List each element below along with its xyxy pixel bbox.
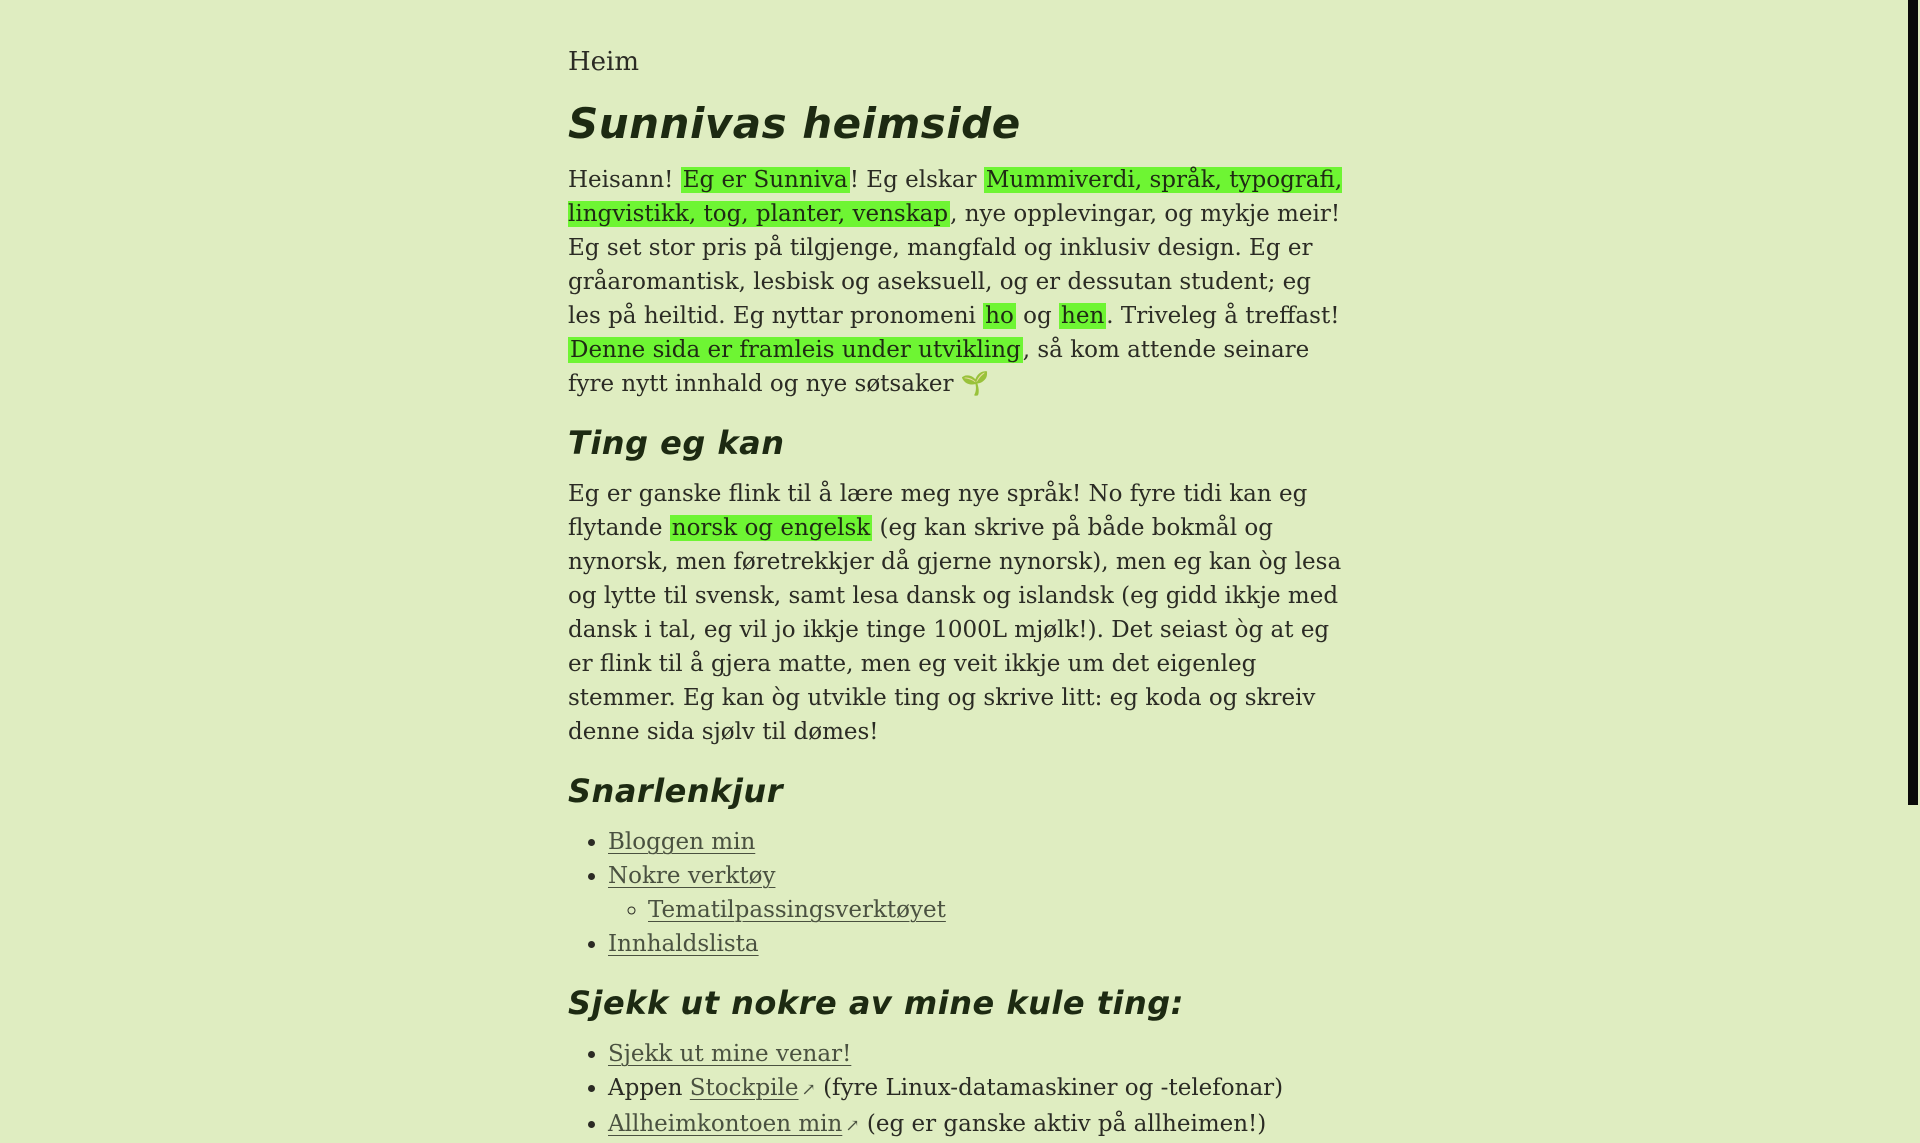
- skills-text: Eg er ganske flink til å lære meg nye språk! No fyre tidi kan eg flytande: [568, 481, 1308, 541]
- app-prefix: Appen: [608, 1075, 690, 1101]
- app-suffix: (fyre Linux-datamaskiner og -telefonar): [815, 1075, 1284, 1101]
- toc-link[interactable]: Innhaldslista: [608, 931, 759, 957]
- allheim-label: Allheimkontoen min: [608, 1111, 843, 1137]
- tools-link[interactable]: Nokre verktøy: [608, 863, 776, 889]
- main-content: [568, 0, 1348, 1137]
- home-link[interactable]: Heim: [568, 47, 640, 77]
- scrollbar-thumb[interactable]: [1908, 0, 1918, 805]
- list-item: [608, 825, 1348, 859]
- list-item: [608, 859, 1348, 927]
- allheim-link[interactable]: [608, 1111, 860, 1137]
- tools-sublist: [608, 893, 1348, 927]
- skills-paragraph: [568, 477, 1348, 749]
- intro-paragraph: [568, 163, 1348, 401]
- theme-tool-link[interactable]: Tematilpassingsverktøyet: [648, 897, 946, 923]
- stockpile-label: Stockpile: [689, 1075, 799, 1101]
- list-item: [608, 927, 1348, 961]
- shortcuts-list: [568, 825, 1348, 961]
- intro-text: og: [1015, 303, 1060, 329]
- intro-text: ! Eg elskar: [849, 167, 984, 193]
- stockpile-link[interactable]: [690, 1075, 816, 1101]
- vertical-scrollbar[interactable]: [1908, 0, 1920, 1080]
- blog-link[interactable]: Bloggen min: [608, 829, 756, 855]
- highlight-pronoun-hen: hen: [1061, 303, 1105, 329]
- highlight-interests: Mummiverdi, språk, typografi, lingvistikk, tog, planter, venskap: [568, 167, 1343, 227]
- list-item: [648, 893, 1348, 927]
- cool-things-heading: Sjekk ut nokre av mine kule ting:: [568, 984, 1184, 1022]
- external-link-icon: ↗: [845, 1116, 860, 1136]
- list-item: [608, 1071, 1348, 1107]
- allheim-suffix: (eg er ganske aktiv på allheimen!): [859, 1111, 1267, 1137]
- cool-things-list: [568, 1037, 1348, 1143]
- list-item: [608, 1037, 1348, 1071]
- external-link-icon: ↗: [801, 1080, 816, 1100]
- list-item: [608, 1107, 1348, 1143]
- skills-text: (eg kan skrive på både bokmål og nynorsk, men føretrekkjer då gjerne nynorsk), men eg kan òg lesa og lytte til svensk, samt lesa dansk og islandsk (eg gidd ikkje med dansk i tal, eg vil jo ikkje tinge 1000L mjølk!). Det seiast òg at eg er flink til å gjera matte, men eg veit ikkje um det eigenleg stemmer. Eg kan òg utvikle ting og skrive litt: eg koda og skreiv denne sida sjølv til dømes!: [568, 515, 1342, 745]
- highlight-pronoun-ho: ho: [985, 303, 1014, 329]
- skills-heading: Ting eg kan: [568, 424, 785, 462]
- friends-link[interactable]: Sjekk ut mine venar!: [608, 1041, 852, 1067]
- highlight-name: Eg er Sunniva: [682, 167, 848, 193]
- intro-text: . Triveleg å treffast!: [1106, 303, 1340, 329]
- intro-text: , så kom attende seinare fyre nytt innhald og nye søtsaker 🌱: [568, 337, 1310, 397]
- highlight-languages: norsk og engelsk: [671, 515, 871, 541]
- shortcuts-heading: Snarlenkjur: [568, 772, 783, 810]
- intro-text: , nye opplevingar, og mykje meir! Eg set stor pris på tilgjenge, mangfald og inklusiv design. Eg er gråaromantisk, lesbisk og aseksuell, og er dessutan student; eg les på heiltid. Eg nyttar pronomeni: [568, 201, 1341, 329]
- page-title: Sunnivas heimside: [568, 99, 1021, 148]
- highlight-under-construction: Denne sida er framleis under utvikling: [570, 337, 1021, 363]
- intro-text: Heisann!: [568, 167, 681, 193]
